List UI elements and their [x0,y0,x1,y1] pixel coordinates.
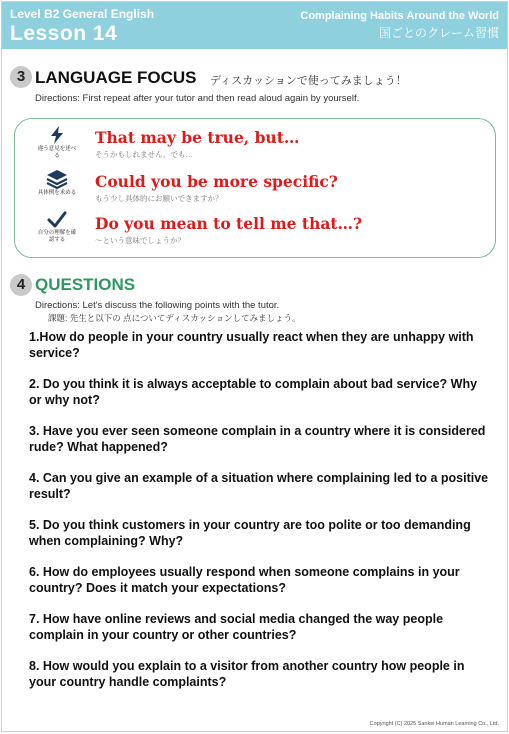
lesson-title: Lesson 14 [10,22,118,45]
section-subtitle-jp: ディスカッションで使ってみましょう！ [210,75,407,87]
question-item: 3. Have you ever seen someone complain in a country where it is considered rude? What happened? [29,424,486,454]
lesson-header [2,2,507,49]
question-item: 8. How would you explain to a visitor from another country how people in your country handle complaints? [29,659,465,689]
focus-item [15,211,495,251]
layers-icon [46,169,68,189]
focus-phrase-jp: そうかもしれません、でも… [95,150,193,159]
question-item: 4. Can you give an example of a situation where complaining led to a positive result? [29,471,489,501]
focus-item [15,125,495,165]
question-item: 5. Do you think customers in your country are too polite or too demanding when complaining? Why? [29,518,471,548]
section-title-language-focus: LANGUAGE FOCUS [35,68,197,87]
level-label: Level B2 General English [10,7,155,21]
focus-item [15,169,495,209]
focus-phrase: Do you mean to tell me that…? [95,214,363,233]
question-item: 6. How do employees usually respond when someone complains in your country? Does it match your expectations? [29,565,460,595]
lightning-icon [47,125,67,145]
questions-directions: Directions: Let's discuss the following points with the tutor. [35,300,280,311]
question-item: 2. Do you think it is always acceptable to complain about bad service? Why or why not? [29,377,478,407]
language-focus-directions: Directions: First repeat after your tutor and then read aloud again by yourself. [35,93,360,104]
topic-title: Complaining Habits Around the World [300,10,499,22]
section-number-4: 4 [10,274,32,296]
focus-phrase-jp: もう少し具体的にお願いできますか？ [95,194,223,203]
question-item: 1.How do people in your country usually react when they are unhappy with service? [29,330,474,360]
focus-icon-group [37,125,77,160]
question-item: 7. How have online reviews and social media changed the way people complain in your country or other countries? [29,612,444,642]
icon-label: 自分の理解を確認する [37,230,77,243]
focus-phrase-jp: 〜という意味でしょうか？ [95,236,185,245]
copyright-footer: Copyright (C) 2025 Sankei Human Learning Co., Ltd. [369,721,499,727]
focus-icon-group [37,169,77,197]
icon-label: 違う意見を述べる [37,146,77,159]
topic-title-jp: 国ごとのクレーム習慣 [378,26,499,40]
worksheet-page [1,1,508,732]
icon-label: 具体例を求める [37,190,77,196]
questions-directions-jp: 課題: 先生と以下の 点についてディスカッションしてみましょう。 [48,313,301,323]
section-title-questions: QUESTIONS [35,275,136,294]
checkmark-icon [47,211,67,229]
section-number-3: 3 [10,66,32,88]
focus-icon-group [37,211,77,244]
focus-phrase: That may be true, but… [95,128,300,147]
language-focus-box [14,118,496,258]
focus-phrase: Could you be more specific? [95,172,338,191]
